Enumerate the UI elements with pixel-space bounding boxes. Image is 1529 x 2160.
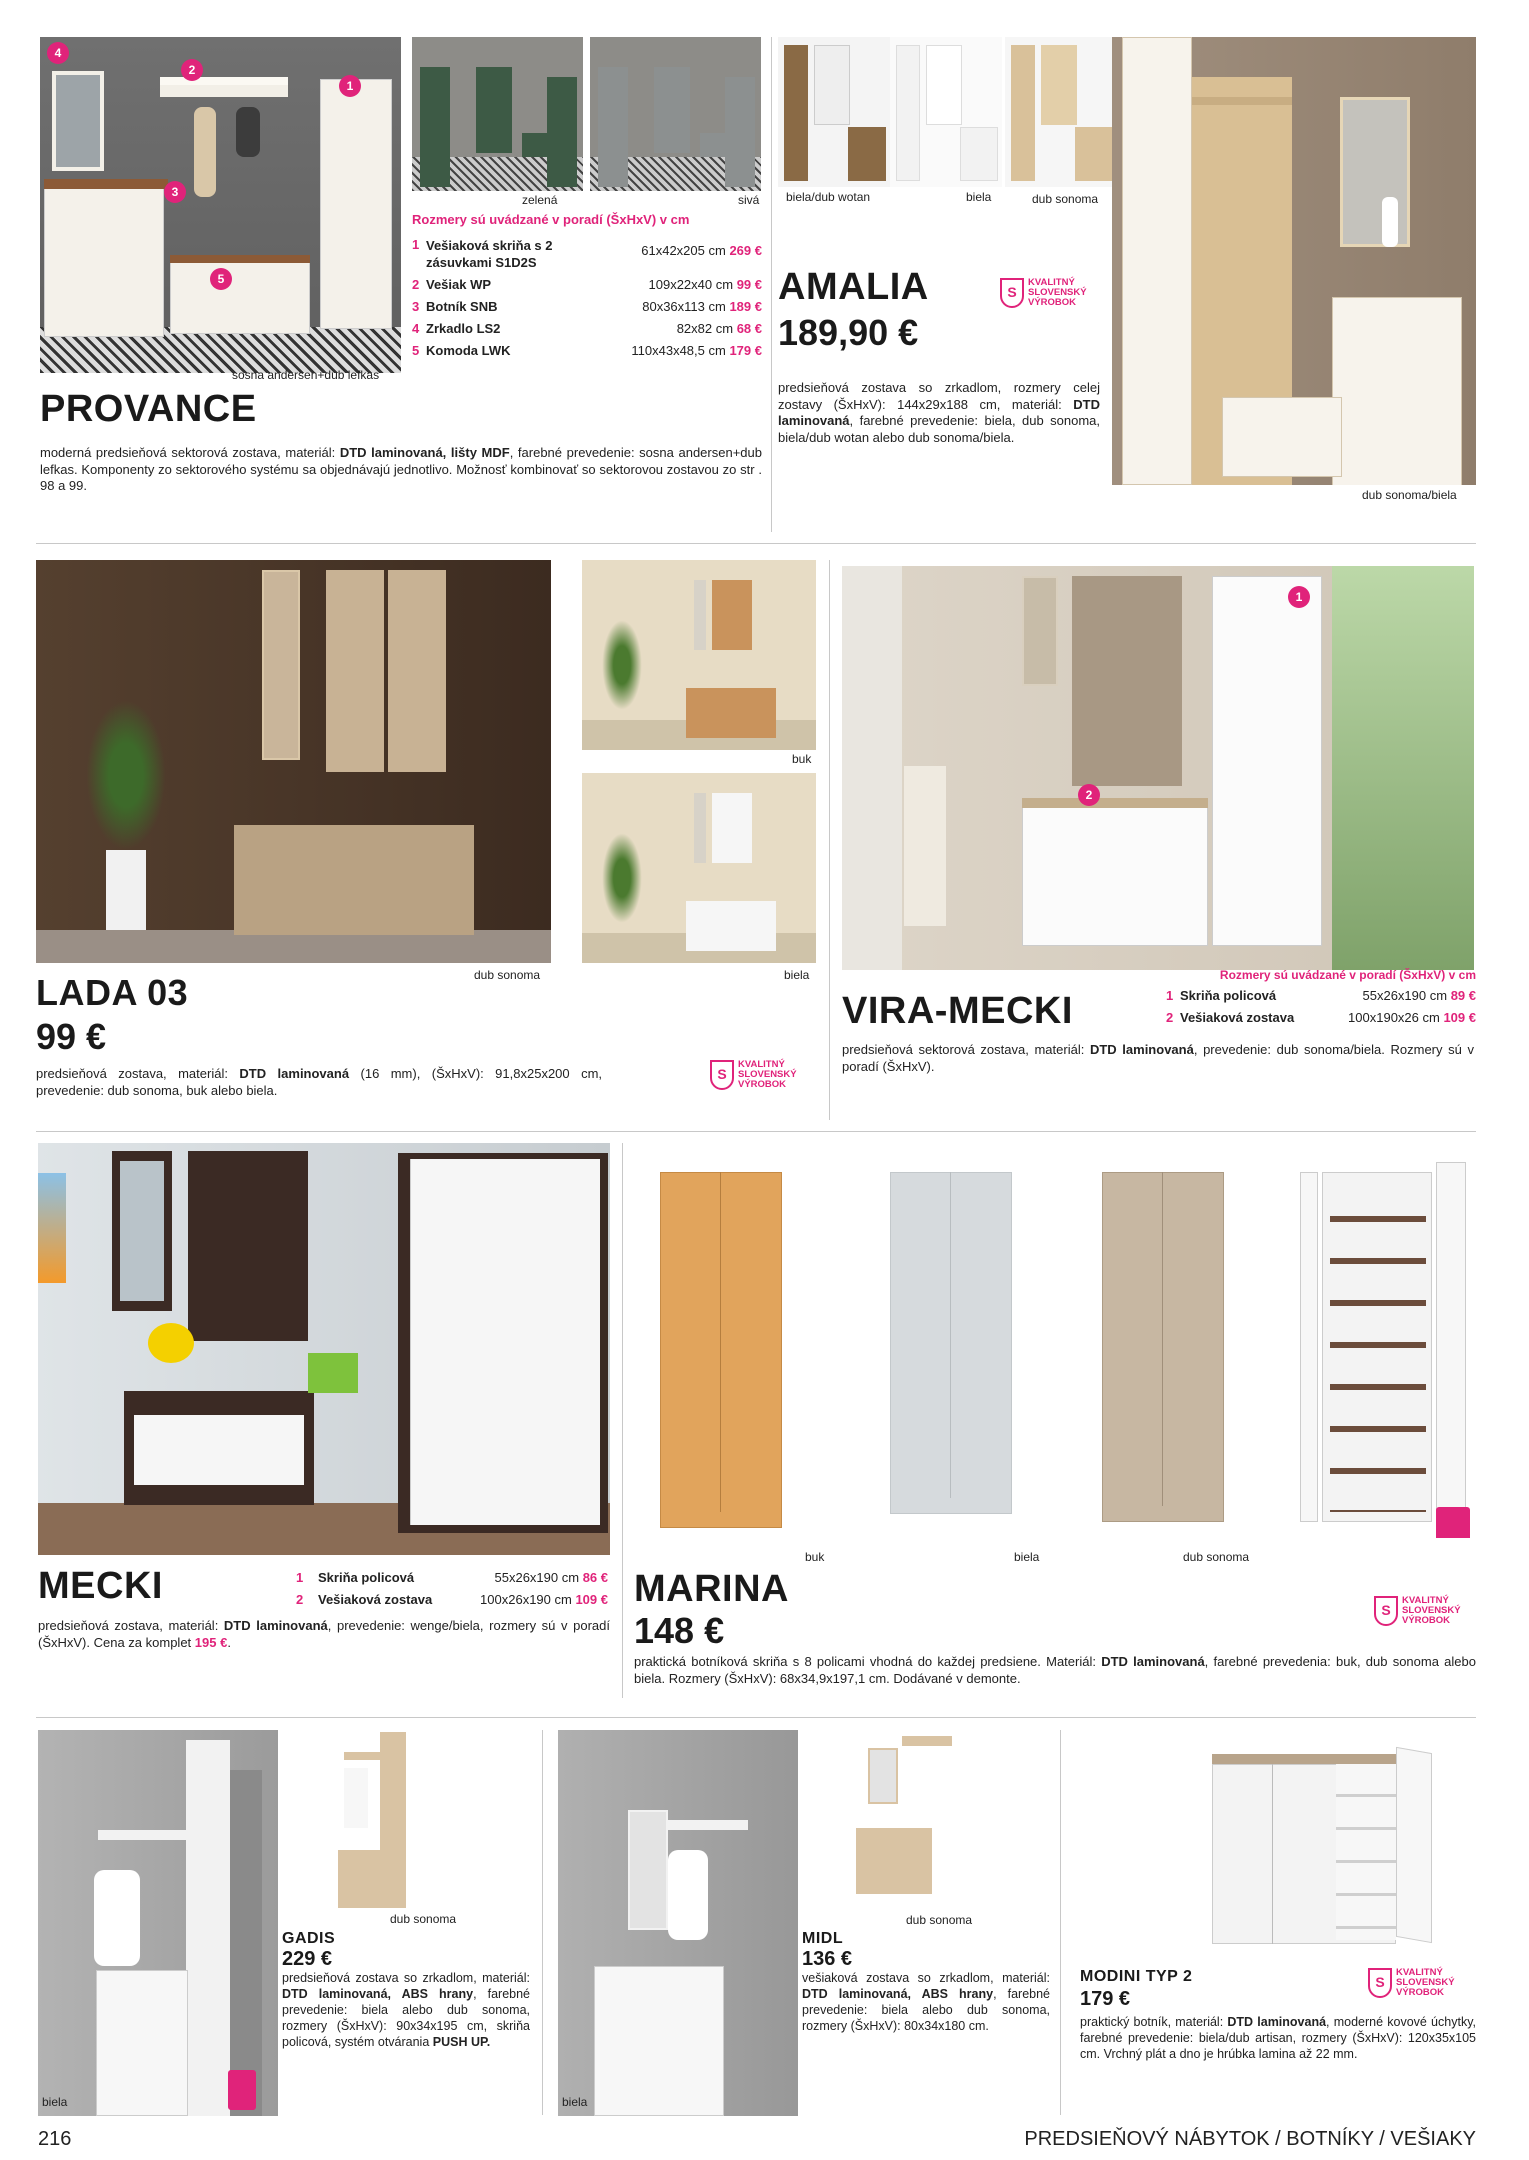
vira-badge-2: 2 xyxy=(1078,784,1100,806)
shield-icon: S xyxy=(1368,1968,1392,1998)
midl-main-photo xyxy=(558,1730,798,2116)
provance-badge-2: 2 xyxy=(181,59,203,81)
mecki-title: MECKI xyxy=(38,1565,163,1607)
divider xyxy=(771,37,772,532)
lada-main-photo xyxy=(36,560,551,963)
provance-badge-1: 1 xyxy=(339,75,361,97)
mecki-description: predsieňová zostava, materiál: DTD laminovaná, prevedenie: wenge/biela, rozmery sú v poradí (ŠxHxV). Cena za komplet 195 €. xyxy=(38,1618,610,1650)
divider xyxy=(829,560,830,1120)
provance-main-photo xyxy=(40,37,401,373)
lada-price: 99 € xyxy=(36,1016,107,1057)
provance-description: moderná predsieňová sektorová zostava, materiál: DTD laminovaná, lišty MDF, farebné prevedenie: sosna andersen+dub lefkas. Komponenty zo sektorového systému sa objednávajú jednotlivo. Možnosť kombinovať so sektorovou zostavou zo str . 98 a 99. xyxy=(40,445,762,493)
lada-description: predsieňová zostava, materiál: DTD laminovaná (16 mm), (ŠxHxV): 91,8x25x200 cm, prevedenie: dub sonoma, buk alebo biela. xyxy=(36,1066,603,1098)
provance-row: 1 Vešiaková skriňa s 2 zásuvkami S1D2S 61x42x205 cm 269 € xyxy=(412,237,762,270)
provance-row: 4 Zrkadlo LS2 82x82 cm 68 € xyxy=(412,321,762,336)
lada-caption-white: biela xyxy=(784,968,810,982)
gadis-caption-main: biela xyxy=(42,2095,68,2109)
amalia-photo-wotan xyxy=(778,37,890,187)
amalia-description: predsieňová zostava so zrkadlom, rozmery celej zostavy (ŠxHxV): 144x29x188 cm, materiál: DTD laminovaná, farebné prevedenie: biela, dub sonoma, biela/dub wotan alebo dub sonoma/biela. xyxy=(778,380,1100,445)
marina-price: 148 € xyxy=(634,1610,725,1651)
shield-icon: S xyxy=(1374,1596,1398,1626)
divider xyxy=(36,1717,1476,1718)
vira-row: 1 Skriňa policová 55x26x190 cm 89 € xyxy=(1166,988,1476,1003)
midl-description: vešiaková zostava so zrkadlom, materiál: DTD laminovaná, ABS hrany, farebné prevedenie: biela alebo dub sonoma, rozmery (ŠxHxV): 80x34x180 cm. xyxy=(802,1971,1051,2033)
provance-caption-green: zelená xyxy=(522,193,558,207)
mecki-main-photo xyxy=(38,1143,610,1555)
divider xyxy=(1060,1730,1061,2115)
shield-icon: S xyxy=(710,1060,734,1090)
gadis-caption-small: dub sonoma xyxy=(390,1912,457,1926)
gadis-small-photo xyxy=(330,1732,416,1908)
amalia-caption-white: biela xyxy=(966,190,992,204)
vira-badge-1: 1 xyxy=(1288,586,1310,608)
midl-small-photo xyxy=(852,1736,956,1902)
marina-description: praktická botníková skriňa s 8 policami vhodná do každej predsiene. Materiál: DTD laminovaná, farebné prevedenia: buk, dub sonoma alebo biela. Rozmery (ŠxHxV): 68x34,9x197,1 cm. Dodávané v demonte. xyxy=(634,1654,1476,1686)
amalia-main-photo xyxy=(1112,37,1476,485)
marina-white-photo xyxy=(886,1172,1016,1514)
marina-buk-photo xyxy=(656,1172,786,1528)
vira-description: predsieňová sektorová zostava, materiál: DTD laminovaná, prevedenie: dub sonoma/biela. Rozmery sú v poradí (ŠxHxV). xyxy=(842,1042,1474,1074)
midl-caption-main: biela xyxy=(562,2095,588,2109)
section-title: PREDSIEŇOVÝ NÁBYTOK / BOTNÍKY / VEŠIAKY xyxy=(1024,2128,1476,2150)
shield-icon: S xyxy=(1000,278,1024,308)
mecki-table xyxy=(296,1570,608,1614)
provance-row: 3 Botník SNB 80x36x113 cm 189 € xyxy=(412,299,762,314)
provance-row: 5 Komoda LWK 110x43x48,5 cm 179 € xyxy=(412,343,762,358)
marina-caption-buk: buk xyxy=(805,1550,825,1564)
modini-description: praktický botník, materiál: DTD laminovaná, moderné kovové úchytky, farebné prevedenie: biela/dub artisan, rozmery (ŠxHxV): 120x35x105 cm. Vrchný plát a dno je hrúbka lamina až 22 mm. xyxy=(1080,2015,1476,2061)
marina-caption-sonoma: dub sonoma xyxy=(1183,1550,1250,1564)
gadis-price: 229 € xyxy=(282,1948,333,1970)
marina-sonoma-photo xyxy=(1098,1172,1228,1522)
marina-quality-badge: S KVALITNÝ SLOVENSKÝ VÝROBOK xyxy=(1374,1596,1461,1626)
marina-open-photo xyxy=(1300,1162,1476,1538)
amalia-caption-wotan: biela/dub wotan xyxy=(786,190,871,204)
vira-row: 2 Vešiaková zostava 100x190x26 cm 109 € xyxy=(1166,1010,1476,1025)
midl-caption-small: dub sonoma xyxy=(906,1913,973,1927)
amalia-price: 189,90 € xyxy=(778,312,919,353)
modini-price: 179 € xyxy=(1080,1988,1131,2010)
midl-title: MIDL xyxy=(802,1930,844,1947)
provance-green-photo xyxy=(412,37,583,191)
provance-badge-4: 4 xyxy=(47,42,69,64)
marina-list-icon xyxy=(1436,1507,1470,1538)
lada-caption-sonoma: dub sonoma xyxy=(474,968,541,982)
provance-table-header: Rozmery sú uvádzané v poradí (ŠxHxV) v cm xyxy=(412,212,690,227)
divider xyxy=(36,1131,1476,1132)
provance-caption-gray: sivá xyxy=(738,193,760,207)
provance-badge-5: 5 xyxy=(210,268,232,290)
modini-quality-badge: S KVALITNÝ SLOVENSKÝ VÝROBOK xyxy=(1368,1968,1455,1998)
provance-caption-main: sosna andersen+dub lefkas xyxy=(232,368,380,382)
provance-badge-3: 3 xyxy=(164,181,186,203)
gadis-title: GADIS xyxy=(282,1930,336,1947)
vira-table xyxy=(1166,968,1476,1032)
lada-title: LADA 03 xyxy=(36,972,189,1013)
amalia-photo-sonoma xyxy=(1005,37,1117,187)
divider xyxy=(542,1730,543,2115)
marina-title: MARINA xyxy=(634,1568,789,1610)
mecki-row: 1 Skriňa policová 55x26x190 cm 86 € xyxy=(296,1570,608,1585)
gadis-list-icon xyxy=(228,2070,256,2110)
amalia-quality-badge: S KVALITNÝ SLOVENSKÝ VÝROBOK xyxy=(1000,278,1087,308)
provance-row: 2 Vešiak WP 109x22x40 cm 99 € xyxy=(412,277,762,292)
lada-quality-badge: S KVALITNÝ SLOVENSKÝ VÝROBOK xyxy=(710,1060,797,1090)
provance-gray-photo xyxy=(590,37,761,191)
divider xyxy=(36,543,1476,544)
vira-table-header: Rozmery sú uvádzané v poradí (ŠxHxV) v cm xyxy=(1219,968,1476,982)
amalia-photo-white xyxy=(890,37,1002,187)
lada-buk-photo xyxy=(582,560,816,750)
provance-table xyxy=(412,212,762,365)
marina-caption-white: biela xyxy=(1014,1550,1040,1564)
mecki-row: 2 Vešiaková zostava 100x26x190 cm 109 € xyxy=(296,1592,608,1607)
modini-photo xyxy=(1206,1740,1438,1952)
amalia-caption-main: dub sonoma/biela xyxy=(1362,488,1457,502)
amalia-title: AMALIA xyxy=(778,266,929,308)
divider xyxy=(622,1143,623,1698)
modini-title: MODINI TYP 2 xyxy=(1080,1968,1193,1985)
lada-caption-buk: buk xyxy=(792,752,812,766)
provance-title: PROVANCE xyxy=(40,388,257,430)
vira-main-photo xyxy=(842,566,1474,970)
gadis-description: predsieňová zostava so zrkadlom, materiál: DTD laminovaná, ABS hrany, farebné prevedenie: biela alebo dub sonoma, rozmery (ŠxHxV): 90x34x195 cm, skriňa policová, systém otvárania PUSH UP. xyxy=(282,1971,531,2049)
amalia-caption-sonoma: dub sonoma xyxy=(1032,192,1099,206)
midl-price: 136 € xyxy=(802,1948,853,1970)
lada-white-photo xyxy=(582,773,816,963)
page-number: 216 xyxy=(38,2128,72,2150)
gadis-main-photo xyxy=(38,1730,278,2116)
vira-title: VIRA-MECKI xyxy=(842,990,1073,1032)
